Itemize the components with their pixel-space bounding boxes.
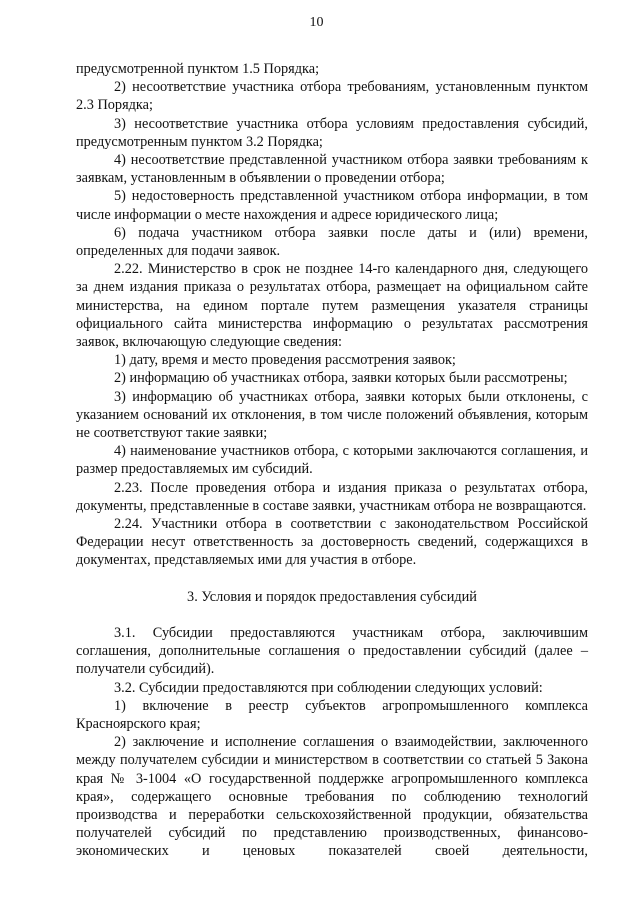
paragraph-3-2-item-1: 1) включение в реестр субъектов агропромышленного комплекса Красноярского края; bbox=[76, 697, 588, 732]
paragraph-continuation: предусмотренной пунктом 1.5 Порядка; bbox=[76, 61, 320, 77]
paragraph-2-22-item-1: 1) дату, время и место проведения рассмотрения заявок; bbox=[114, 352, 456, 369]
paragraph-2-22-item-3: 3) информацию об участниках отбора, заявки которых были отклонены, с указанием оснований их отклонения, в том числе положений объявления, которым не соответствуют такие заявки; bbox=[76, 388, 588, 442]
page-number: 10 bbox=[309, 15, 324, 30]
paragraph-2-22-item-2: 2) информацию об участниках отбора, заявки которых были рассмотрены; bbox=[114, 370, 568, 387]
paragraph-2-24: 2.24. Участники отбора в соответствии с законодательством Российской Федерации несут ответственность за достоверность сведений, содержащихся в документах, представляемых ими для участия в отборе. bbox=[76, 516, 588, 569]
paragraph-item-4: 4) несоответствие представленной участником отбора заявки требованиям к заявкам, установленным в объявлении о проведении отбора; bbox=[76, 152, 588, 187]
paragraph-item-2: 2) несоответствие участника отбора требованиям, установленным пунктом 2.3 Порядка; bbox=[76, 79, 588, 114]
paragraph-3-2-item-2: 2) заключение и исполнение соглашения о взаимодействии, заключенного между получателем субсидии и министерством в соответствии со статьей 5 Закона края № 3-1004 «О государственной поддержке агропромышленного комплекса края», содержащего основные требования по соблюдению технологий производства и переработки сельскохозяйственной продукции, обязательства получателей субсидий по представлению производственных, финансово-экономических и ценовых показателей своей деятельности, bbox=[76, 734, 588, 860]
paragraph-2-23: 2.23. После проведения отбора и издания приказа о результатах отбора, документы, представленные в составе заявки, участникам отбора не возвращаются. bbox=[76, 479, 588, 514]
section-heading: 3. Условия и порядок предоставления субсидий bbox=[187, 588, 477, 605]
document-body bbox=[76, 60, 588, 861]
paragraph-3-1: 3.1. Субсидии предоставляются участникам отбора, заключившим соглашения, дополнительные соглашения о предоставлении субсидий (далее – получатели субсидий). bbox=[76, 624, 588, 678]
paragraph-item-5: 5) недостоверность представленной участником отбора информации, в том числе информации о месте нахождения и адресе юридического лица; bbox=[76, 188, 588, 223]
paragraph-2-22: 2.22. Министерство в срок не позднее 14-го календарного дня, следующего за днем издания приказа о результатах отбора, размещает на официальном сайте министерства, на едином портале путем размещения указателя страницы официального сайта министерства информацию о результатах рассмотрения заявок, включающую следующие сведения: bbox=[76, 261, 588, 351]
paragraph-item-3: 3) несоответствие участника отбора условиям предоставления субсидий, предусмотренным пунктом 3.2 Порядка; bbox=[76, 115, 588, 150]
paragraph-item-6: 6) подача участником отбора заявки после даты и (или) времени, определенных для подачи заявок. bbox=[76, 224, 588, 260]
paragraph-3-2: 3.2. Субсидии предоставляются при соблюдении следующих условий: bbox=[114, 679, 543, 696]
paragraph-2-22-item-4: 4) наименование участников отбора, с которыми заключаются соглашения, и размер предоставляемых им субсидий. bbox=[76, 443, 588, 478]
